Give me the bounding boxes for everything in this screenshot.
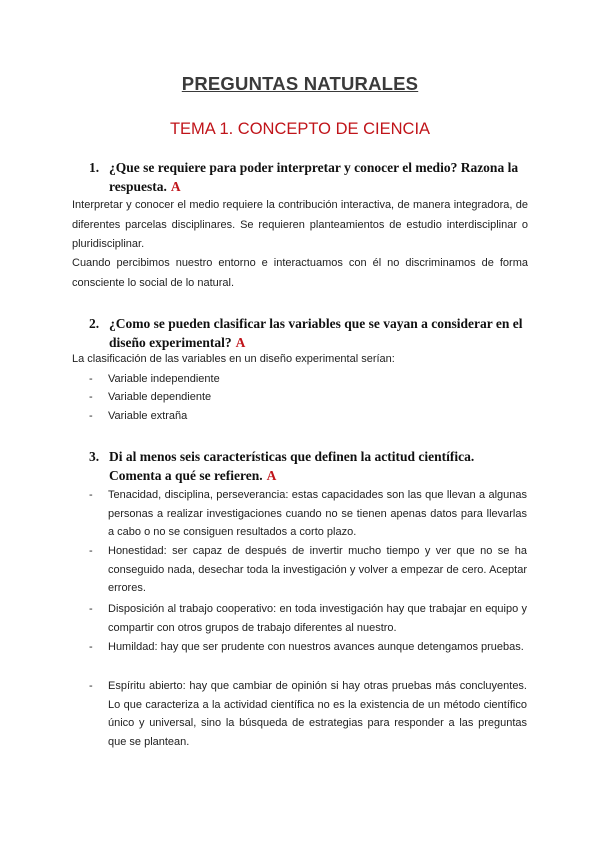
answer-mark: A <box>266 468 277 483</box>
list-item: Espíritu abierto: hay que cambiar de opinión si hay otras pruebas más concluyentes. Lo que caracteriza a la actividad científica no es la existencia de un método científico único y universal, sino la búsqueda de estrategias para responder a las preguntas que se plantean. <box>108 680 527 748</box>
list-item: Tenacidad, disciplina, perseverancia: estas capacidades son las que llevan a algunas personas a realizar investigaciones cuando no se tienen apenas datos para llevarlas a cabo o no se consiguen resultados a corto plazo. <box>108 489 527 538</box>
question-text: ¿Como se pueden clasificar las variables que se vayan a considerar en el diseño experimental? <box>109 316 523 350</box>
question-1 <box>89 158 529 196</box>
list-item: Variable independiente <box>108 373 220 385</box>
answer-mark: A <box>235 335 246 350</box>
answer-paragraph: Cuando percibimos nuestro entorno e interactuamos con él no discriminamos de forma consciente lo social de lo natural. <box>72 257 528 289</box>
list-item: Disposición al trabajo cooperativo: en toda investigación hay que trabajar en equipo y compartir con otros grupos de trabajo diferentes al nuestro. <box>108 603 527 634</box>
list-item: Honestidad: ser capaz de después de invertir mucho tiempo y ver que no se ha conseguido nada, desechar toda la investigación y volver a empezar de cero. Aceptar errores. <box>108 545 527 594</box>
question-text: Di al menos seis características que definen la actitud científica. Comenta a qué se refieren. <box>109 449 475 483</box>
bullet-dash: - <box>89 603 93 615</box>
answer-mark: A <box>170 179 181 194</box>
page-title: PREGUNTAS NATURALES <box>181 73 419 94</box>
list-item: Variable extraña <box>108 410 188 422</box>
list-item: Variable dependiente <box>108 391 212 403</box>
bullet-dash: - <box>89 680 93 692</box>
answer-intro: La clasificación de las variables en un diseño experimental serían: <box>72 353 395 365</box>
question-3 <box>89 447 529 485</box>
bullet-dash: - <box>89 373 93 385</box>
bullet-dash: - <box>89 489 93 501</box>
section-title: TEMA 1. CONCEPTO DE CIENCIA <box>169 120 431 138</box>
question-number: 3. <box>89 449 100 464</box>
answer-paragraph: Interpretar y conocer el medio requiere la contribución interactiva, de manera integradora, de diferentes parcelas disciplinares. Se requieren planteamientos de estudio interdisciplinar o pluridisciplinar. <box>72 199 528 250</box>
bullet-dash: - <box>89 391 93 403</box>
question-number: 1. <box>89 160 100 175</box>
question-number: 2. <box>89 316 100 331</box>
bullet-dash: - <box>89 545 93 557</box>
question-2 <box>89 314 529 352</box>
bullet-dash: - <box>89 410 93 422</box>
list-item: Humildad: hay que ser prudente con nuestros avances aunque detengamos pruebas. <box>108 641 524 653</box>
question-text: ¿Que se requiere para poder interpretar y conocer el medio? Razona la respuesta. <box>109 160 519 194</box>
bullet-dash: - <box>89 641 93 653</box>
